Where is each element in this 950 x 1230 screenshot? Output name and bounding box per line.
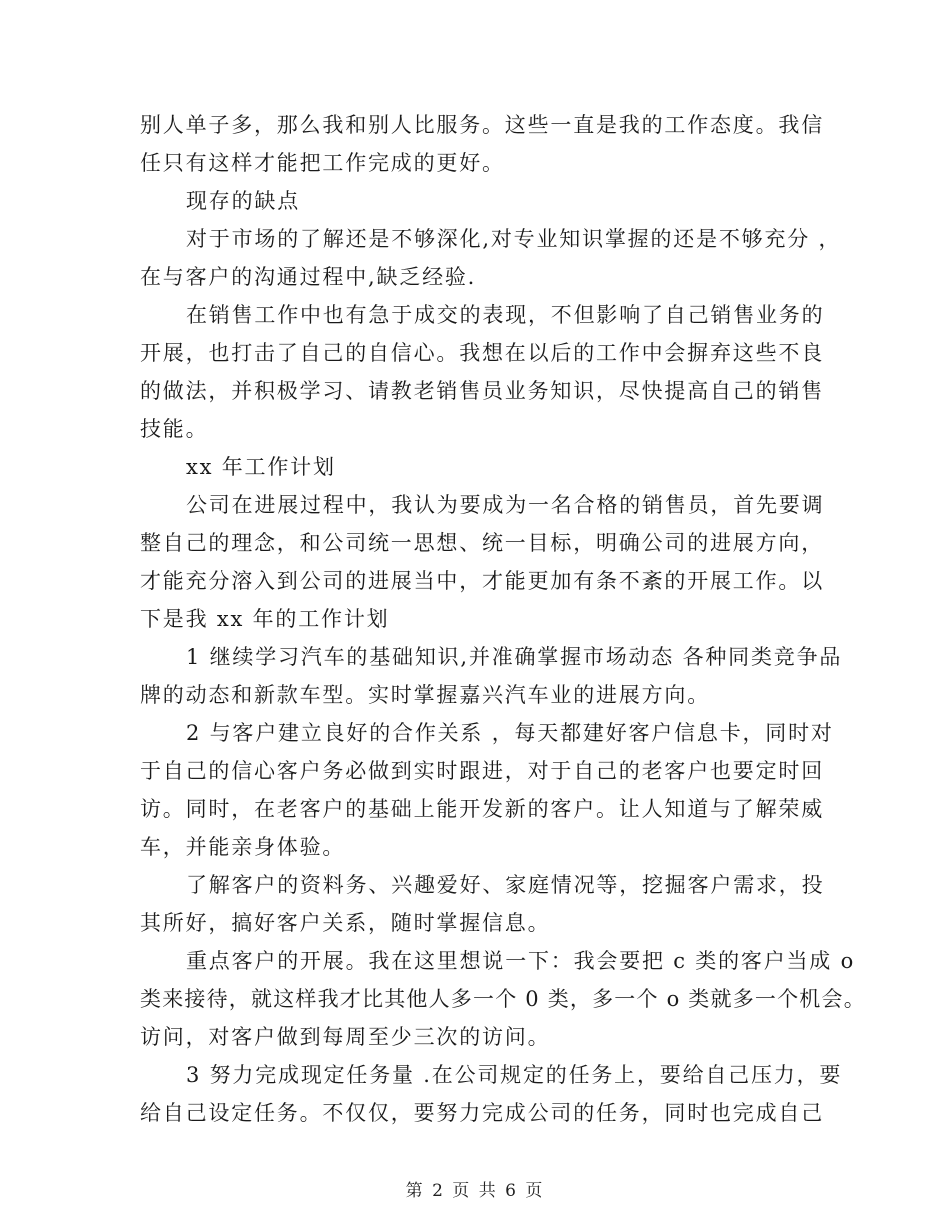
text-line: 牌的动态和新款车型。实时掌握嘉兴汽车业的进展方向。 [140, 683, 710, 707]
text-line: 下是我 xx 年的工作计划 [140, 607, 390, 631]
text-line: 对于市场的了解还是不够深化,对专业知识掌握的还是不够充分 ， [186, 227, 842, 251]
text-line: 在与客户的沟通过程中,缺乏经验. [140, 265, 477, 289]
text-line: 2 与客户建立良好的合作关系 ，每天都建好客户信息卡，同时对 [186, 721, 834, 745]
page-number-footer: 第 2 页 共 6 页 [405, 1181, 545, 1201]
text-line: 了解客户的资料务、兴趣爱好、家庭情况等，挖掘客户需求，投 [186, 873, 825, 897]
text-line: 开展，也打击了自己的自信心。我想在以后的工作中会摒弃这些不良 [140, 341, 824, 365]
text-line: 重点客户的开展。我在这里想说一下：我会要把 c 类的客户当成 o [186, 949, 856, 973]
text-line: 3 努力完成现定任务量 .在公司规定的任务上，要给自己压力，要 [186, 1063, 843, 1087]
text-line: 访。同时，在老客户的基础上能开发新的客户。让人知道与了解荣威 [140, 797, 824, 821]
section-heading: 现存的缺点 [186, 189, 300, 213]
text-line: 类来接待，就这样我才比其他人多一个 0 类，多一个 o 类就多一个机会。 [140, 987, 866, 1011]
text-line: 的做法，并积极学习、请教老销售员业务知识，尽快提高自己的销售 [140, 379, 824, 403]
text-line: 车，并能亲身体验。 [140, 835, 346, 859]
section-heading: xx 年工作计划 [186, 455, 336, 479]
text-line: 才能充分溶入到公司的进展当中，才能更加有条不紊的开展工作。以 [140, 569, 824, 593]
text-line: 在销售工作中也有急于成交的表现，不但影响了自己销售业务的 [186, 303, 825, 327]
text-line: 1 继续学习汽车的基础知识,并准确掌握市场动态 各种同类竞争品 [186, 645, 843, 669]
text-line: 公司在进展过程中，我认为要成为一名合格的销售员，首先要调 [186, 493, 825, 517]
text-line: 于自己的信心客户务必做到实时跟进，对于自己的老客户也要定时回 [140, 759, 824, 783]
text-line: 其所好，搞好客户关系，随时掌握信息。 [140, 911, 551, 935]
text-line: 技能。 [140, 417, 209, 441]
text-line: 整自己的理念，和公司统一思想、统一目标，明确公司的进展方向， [140, 531, 824, 555]
text-line: 别人单子多，那么我和别人比服务。这些一直是我的工作态度。我信 [140, 113, 824, 137]
text-line: 任只有这样才能把工作完成的更好。 [140, 151, 505, 175]
text-line: 访问，对客户做到每周至少三次的访问。 [140, 1025, 551, 1049]
text-line: 给自己设定任务。不仅仅，要努力完成公司的任务，同时也完成自己 [140, 1101, 824, 1125]
